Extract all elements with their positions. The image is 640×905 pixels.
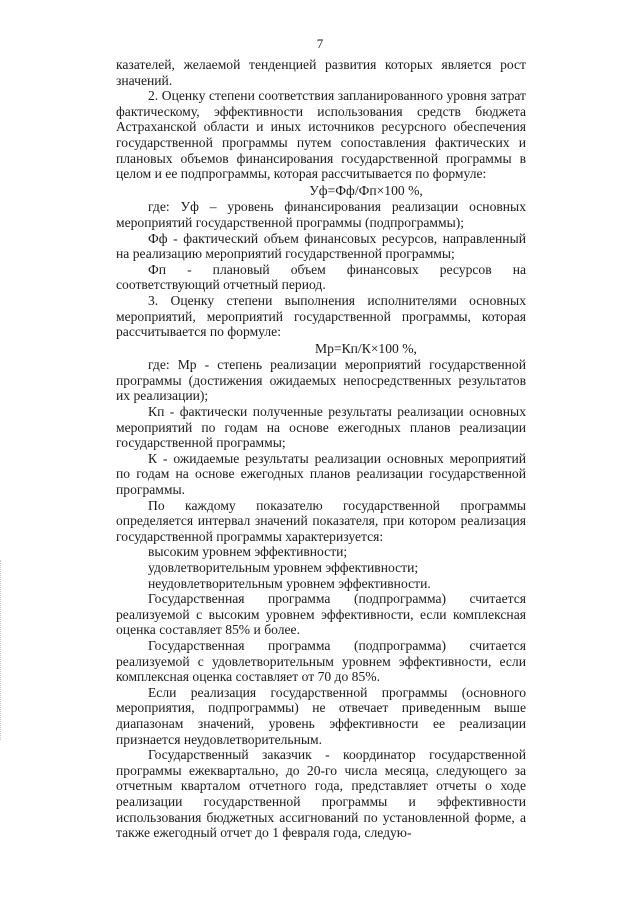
paragraph: К - ожидаемые результаты реализации основных мероприятий по годам на основе ежегодных планов реализации государственной программы. — [116, 450, 526, 498]
list-item: удовлетворительным уровнем эффективности; — [148, 560, 419, 575]
paragraph: 3. Оценку степени выполнения исполнителями основных мероприятий, мероприятий государственной программы, которая рассчитывается по формуле: — [116, 292, 526, 340]
paragraph: Кп - фактически полученные результаты реализации основных мероприятий по годам на основе ежегодных планов реализации государственной программы; — [116, 404, 526, 451]
scan-edge-mark — [0, 560, 4, 740]
list-item: неудовлетворительным уровнем эффективности. — [148, 575, 431, 591]
paragraph: Государственная программа (подпрограмма) считается реализуемой с высоким уровнем эффективности, если комплексная оценка составляет 85% и более. — [116, 591, 526, 638]
paragraph: казателей, желаемой тенденцией развития которых является рост значений. — [116, 57, 526, 88]
paragraph: Государственная программа (подпрограмма) считается реализуемой с удовлетворительным уровнем эффективности, если комплексная оценка составляет от 70 до 85%. — [116, 637, 526, 685]
list-item: высоким уровнем эффективности; — [148, 544, 348, 560]
formula: Уф=Фф/Фп×100 %, — [309, 182, 423, 198]
paragraph: где: Мр - степень реализации мероприятий государственной программы (достижения ожидаемых непосредственных результатов их реализации); — [116, 357, 526, 404]
paragraph: Если реализация государственной программы (основного мероприятия, подпрограммы) не отвечает приведенным выше диапазонам значений, уровень эффективности ее реализации признается неудовлетворительным. — [116, 684, 526, 747]
body-text — [116, 57, 526, 841]
paragraph: где: Уф – уровень финансирования реализации основных мероприятий государственной программы (подпрограммы); — [116, 199, 526, 230]
paragraph: Фф - фактический объем финансовых ресурсов, направленный на реализацию мероприятий государственной программы; — [116, 230, 526, 262]
page-number: 7 — [316, 36, 324, 51]
paragraph: Государственный заказчик - координатор государственной программы ежеквартально, до 20-го числа месяца, следующего за отчетным кварталом отчетного года, представляет отчеты о ходе реализации государственной программы и эффективности использования бюджетных ассигнований по установленной форме, а также ежегодный отчет до 1 февраля года, следую- — [116, 747, 526, 841]
formula: Мр=Кп/К×100 %, — [315, 340, 417, 356]
paragraph: По каждому показателю государственной программы определяется интервал значений показателя, при котором реализация государственной программы характеризуется: — [116, 497, 526, 544]
paragraph: Фп - плановый объем финансовых ресурсов на соответствующий отчетный период. — [116, 261, 526, 293]
paragraph: 2. Оценку степени соответствия запланированного уровня затрат фактическому, эффективности использования средств бюджета Астраханской области и иных источников ресурсного обеспечения государственной программы путем сопоставления фактических и плановых объемов финансирования государственной программы в целом и ее подпрограммы, которая рассчитывается по формуле: — [116, 88, 526, 182]
